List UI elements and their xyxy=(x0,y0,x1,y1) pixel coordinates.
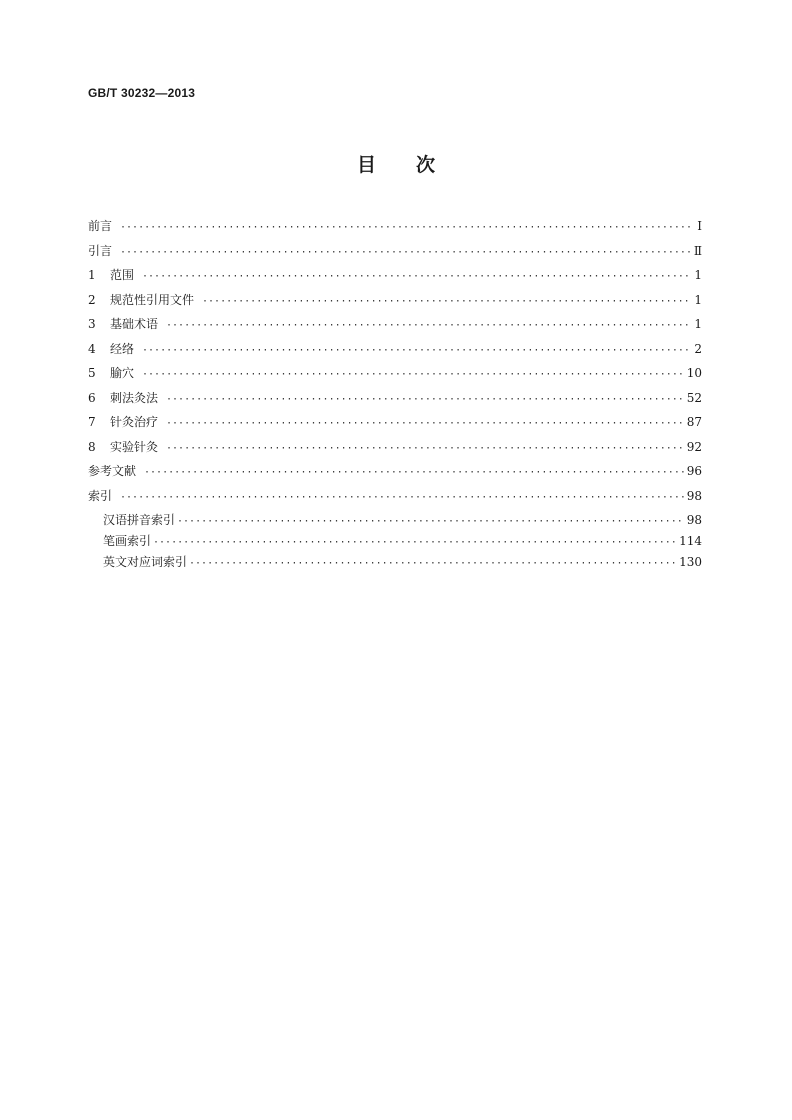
toc-entry[interactable] xyxy=(88,266,704,291)
toc-dot-leader xyxy=(120,247,690,258)
toc-entry-page: 2 xyxy=(694,341,702,356)
toc-entry-label: 针灸治疗 xyxy=(110,415,159,429)
toc-dot-leader xyxy=(120,222,690,233)
toc-entry-number: 1 xyxy=(88,268,96,282)
document-code: GB/T 30232—2013 xyxy=(88,86,196,100)
toc-entry-page: 10 xyxy=(686,366,702,380)
toc-entry-label: 英文对应词索引 xyxy=(103,555,188,569)
toc-dot-leader xyxy=(120,492,685,503)
toc-entry-label: 经络 xyxy=(110,341,135,356)
toc-entry-number: 4 xyxy=(88,341,96,356)
toc-entry-label: 笔画索引 xyxy=(103,534,152,548)
page-title-char-1: 目 xyxy=(356,154,376,176)
toc-entry[interactable] xyxy=(88,532,704,553)
toc-entry-number: 7 xyxy=(88,415,96,429)
toc-entry-page: 52 xyxy=(686,390,702,405)
toc-entry-label: 刺法灸法 xyxy=(110,390,159,405)
toc-entry[interactable] xyxy=(88,487,704,512)
toc-dot-leader xyxy=(166,443,685,454)
toc-dot-leader xyxy=(166,320,690,331)
toc-entry-label: 参考文献 xyxy=(88,464,137,478)
toc-entry[interactable] xyxy=(88,242,704,267)
toc-dot-leader xyxy=(177,516,685,527)
toc-entry[interactable] xyxy=(88,438,704,463)
toc-entry-label: 实验针灸 xyxy=(110,439,159,454)
toc-entry[interactable] xyxy=(88,462,704,487)
toc-entry[interactable] xyxy=(88,340,704,365)
toc-entry-label: 前言 xyxy=(88,219,113,233)
toc-entry-page: 130 xyxy=(679,555,702,569)
toc-dot-leader xyxy=(142,271,690,282)
toc-entry-page: 114 xyxy=(679,534,702,548)
toc-entry-number: 6 xyxy=(88,390,96,405)
toc-entry-page: 98 xyxy=(686,488,702,503)
page-title xyxy=(0,150,792,177)
toc-entry-page: 92 xyxy=(686,439,702,454)
toc-entry-page: 1 xyxy=(694,317,702,331)
toc-entry-number: 8 xyxy=(88,439,96,454)
toc-entry-page: 87 xyxy=(686,415,702,429)
toc-entry-page: 1 xyxy=(694,268,702,282)
toc-entry-label: 基础术语 xyxy=(110,317,159,331)
toc-entry[interactable] xyxy=(88,217,704,242)
toc-dot-leader xyxy=(166,394,685,405)
toc-dot-leader xyxy=(142,369,685,380)
toc-entry-page: 98 xyxy=(686,513,702,527)
toc-dot-leader xyxy=(144,467,685,478)
toc-dot-leader xyxy=(166,418,685,429)
toc-entry-number: 5 xyxy=(88,366,96,380)
toc-entry-page: Ⅰ xyxy=(697,219,702,233)
toc-entry-label: 规范性引用文件 xyxy=(110,292,195,307)
toc-dot-leader xyxy=(202,296,690,307)
toc-entry-label: 汉语拼音索引 xyxy=(103,513,176,527)
toc-entry[interactable] xyxy=(88,553,704,574)
toc-entry-label: 引言 xyxy=(88,243,113,258)
toc-entry[interactable] xyxy=(88,364,704,389)
toc-entry[interactable] xyxy=(88,389,704,414)
toc-entry[interactable] xyxy=(88,291,704,316)
toc-dot-leader xyxy=(189,558,677,569)
toc-entry-page: Ⅱ xyxy=(693,243,702,258)
toc-entry-number: 2 xyxy=(88,292,96,307)
toc-entry-label: 范围 xyxy=(110,268,135,282)
toc-entry[interactable] xyxy=(88,315,704,340)
page-title-char-2: 次 xyxy=(416,154,436,176)
toc-entry[interactable] xyxy=(88,413,704,438)
toc-entry-number: 3 xyxy=(88,317,96,331)
table-of-contents xyxy=(88,217,704,574)
toc-dot-leader xyxy=(153,537,677,548)
toc-entry[interactable] xyxy=(88,511,704,532)
toc-entry-label: 索引 xyxy=(88,488,113,503)
toc-entry-page: 1 xyxy=(694,292,702,307)
toc-entry-page: 96 xyxy=(686,464,702,478)
toc-dot-leader xyxy=(142,345,690,356)
toc-entry-label: 腧穴 xyxy=(110,366,135,380)
